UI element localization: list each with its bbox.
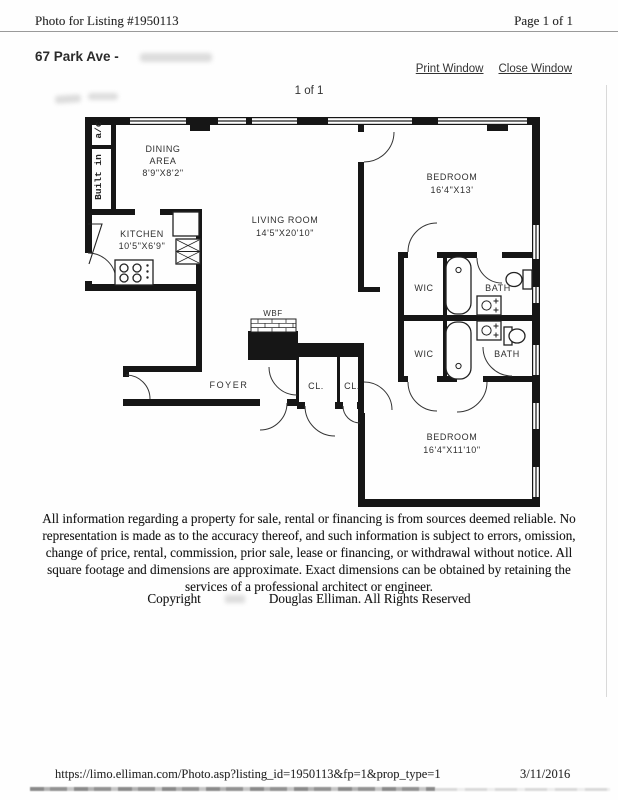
refrigerator — [173, 212, 199, 236]
bath1-label: BATH — [485, 283, 511, 293]
stove-knob — [146, 270, 148, 272]
living-room-dims: 14'5"X20'10" — [255, 228, 315, 238]
listing-address: 67 Park Ave - — [35, 49, 119, 64]
bedroom2-dims: 16'4"X11'10" — [423, 445, 481, 455]
bedroom2-label: BEDROOM — [426, 432, 478, 442]
ac-label: a/c — [93, 121, 104, 139]
dining-area-label: DINING — [145, 144, 181, 154]
living-room-label: LIVING ROOM — [251, 215, 319, 225]
copyright-holder: Douglas Elliman. All Rights Reserved — [268, 591, 471, 606]
print-window-link[interactable]: Print Window — [415, 63, 484, 75]
dining-area-label2: AREA — [149, 156, 177, 166]
scan-edge-artifact — [606, 85, 607, 697]
copyright-line — [0, 591, 618, 607]
bath2-label: BATH — [494, 349, 520, 359]
disclaimer-text: All information regarding a property for sale, rental or financing is from sources deemed reliable. No representation is made as to the accuracy thereof, and such information is subject to errors, omission, change of price, rental, commission, prior sale, lease or financing, or withdrawal without notice. All square footage and dimensions are approximate. Exact dimensions can be obtained by retaining the services of a professional architect or engineer. — [42, 511, 576, 594]
copyright-word: Copyright — [147, 591, 201, 606]
bedroom1-dims: 16'4"X13' — [430, 185, 474, 195]
stove-knob — [146, 276, 148, 278]
bathtub — [446, 322, 471, 379]
print-header-page-number: Page 1 of 1 — [514, 13, 573, 28]
wbf-label: WBF — [263, 309, 283, 318]
toilet-tank — [523, 270, 532, 289]
closet1-label: CL. — [308, 381, 324, 391]
bathtub — [446, 257, 471, 314]
foyer-label: FOYER — [209, 380, 249, 390]
print-footer-url: https://limo.elliman.com/Photo.asp?listing_id=1950113&fp=1&prop_type=1 — [55, 767, 441, 781]
photo-counter: 1 of 1 — [294, 85, 324, 97]
scan-bottom-artifact-light — [435, 788, 610, 791]
close-window-link[interactable]: Close Window — [498, 63, 572, 75]
kitchen-dims: 10'5"X6'9" — [118, 241, 166, 251]
built-in-label: Built in — [93, 154, 104, 200]
print-header-title: Photo for Listing #1950113 — [35, 13, 179, 28]
bedroom1-label: BEDROOM — [426, 172, 478, 182]
print-footer-date: 3/11/2016 — [520, 767, 571, 781]
scan-bottom-artifact — [30, 787, 435, 791]
wic1-label: WIC — [414, 283, 434, 293]
wic2-label: WIC — [414, 349, 434, 359]
toilet-bowl — [509, 329, 525, 343]
redacted-copyright-smudge — [225, 595, 245, 603]
stove-knob — [146, 264, 148, 266]
fireplace-hearth — [251, 319, 296, 332]
kitchen-label: KITCHEN — [120, 229, 164, 239]
closet2-label: CL. — [344, 381, 360, 391]
dining-area-dims: 8'9"X8'2" — [142, 168, 184, 178]
